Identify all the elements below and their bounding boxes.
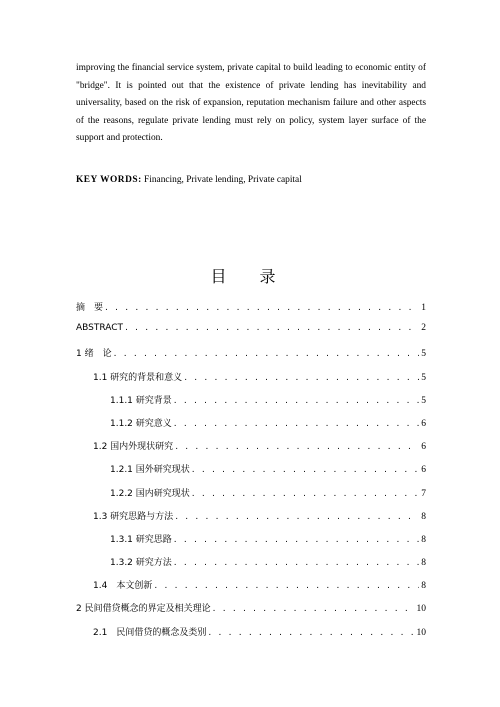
toc-dot-leader xyxy=(175,442,419,452)
toc-entry-label: 1.2.2 国内研究现状 xyxy=(110,488,190,499)
toc-entry[interactable] xyxy=(76,532,426,555)
toc-entry[interactable] xyxy=(76,370,426,393)
toc-page-number: 5 xyxy=(421,372,426,383)
toc-dot-leader xyxy=(213,604,415,614)
toc-page-number: 8 xyxy=(421,558,426,569)
toc-entry-label: 1.3.2 研究方法 xyxy=(110,558,172,569)
toc-dot-leader xyxy=(192,465,419,475)
toc-dot-leader xyxy=(192,489,419,499)
toc-entry[interactable] xyxy=(76,601,426,624)
table-of-contents xyxy=(76,300,426,648)
toc-entry-label: 1.3 研究思路与方法 xyxy=(93,511,174,522)
toc-entry-label: 1.2 国内外现状研究 xyxy=(93,442,174,453)
toc-entry[interactable] xyxy=(76,486,426,509)
toc-entry-label: 1.1 研究的背景和意义 xyxy=(93,372,183,383)
toc-dot-leader xyxy=(174,535,419,545)
keywords-label: KEY WORDS: xyxy=(76,175,142,185)
toc-entry-label: 2 民间借贷概念的界定及相关理论 xyxy=(76,604,211,615)
toc-page-number: 2 xyxy=(421,323,426,334)
toc-entry[interactable] xyxy=(76,625,426,648)
toc-entry[interactable] xyxy=(76,393,426,416)
toc-page-number: 6 xyxy=(421,465,426,476)
toc-page-number: 10 xyxy=(416,627,426,638)
toc-entry-label: 1.4 本文创新 xyxy=(93,581,153,592)
toc-entry[interactable] xyxy=(76,416,426,439)
toc-page-number: 8 xyxy=(421,581,426,592)
toc-page-number: 5 xyxy=(421,395,426,406)
toc-title: 目 录 xyxy=(210,267,290,286)
toc-entry[interactable] xyxy=(76,300,426,323)
abstract-paragraph: improving the financial service system, private capital to build leading to economic entity of "bridge". It is pointed out that the existence of private lending has inevitability and universality, based on the risk of expansion, reputation mechanism failure and other aspects of the reasons, regulate private lending must rely on policy, system layer surface of the support and protection. xyxy=(76,63,426,143)
keywords-value: Financing, Private lending, Private capital xyxy=(144,175,302,185)
toc-entry[interactable] xyxy=(76,509,426,532)
toc-entry[interactable] xyxy=(76,578,426,601)
toc-dot-leader xyxy=(125,323,419,333)
toc-page-number: 6 xyxy=(421,442,426,453)
toc-page-number: 5 xyxy=(421,349,426,360)
toc-entry[interactable] xyxy=(76,555,426,578)
toc-entry-label: 1.3.1 研究思路 xyxy=(110,534,172,545)
toc-page-number: 8 xyxy=(421,534,426,545)
toc-entry[interactable] xyxy=(76,346,426,369)
toc-entry[interactable] xyxy=(76,462,426,485)
toc-dot-leader xyxy=(175,512,419,522)
toc-dot-leader xyxy=(174,558,419,568)
keywords-line xyxy=(76,173,426,187)
toc-entry[interactable] xyxy=(76,323,426,346)
toc-entry-label: 1.2.1 国外研究现状 xyxy=(110,465,190,476)
toc-page-number: 10 xyxy=(416,604,426,615)
toc-page-number: 7 xyxy=(421,488,426,499)
toc-entry-label: 2.1 民间借贷的概念及类别 xyxy=(93,627,207,638)
toc-entry-label: 摘 要 xyxy=(76,303,104,313)
toc-entry-label: 1.1.2 研究意义 xyxy=(110,418,172,429)
toc-page-number: 6 xyxy=(421,418,426,429)
toc-entry-label: 1 绪 论 xyxy=(76,349,112,360)
toc-dot-leader xyxy=(105,303,419,313)
toc-dot-leader xyxy=(184,373,419,383)
toc-entry[interactable] xyxy=(76,439,426,462)
toc-page-number: 1 xyxy=(421,303,426,313)
toc-dot-leader xyxy=(154,581,419,591)
toc-dot-leader xyxy=(208,628,414,638)
toc-dot-leader xyxy=(114,349,420,359)
toc-dot-leader xyxy=(174,419,419,429)
toc-entry-label: ABSTRACT xyxy=(76,323,124,334)
toc-page-number: 8 xyxy=(421,511,426,522)
toc-dot-leader xyxy=(174,396,419,406)
toc-entry-label: 1.1.1 研究背景 xyxy=(110,395,172,406)
